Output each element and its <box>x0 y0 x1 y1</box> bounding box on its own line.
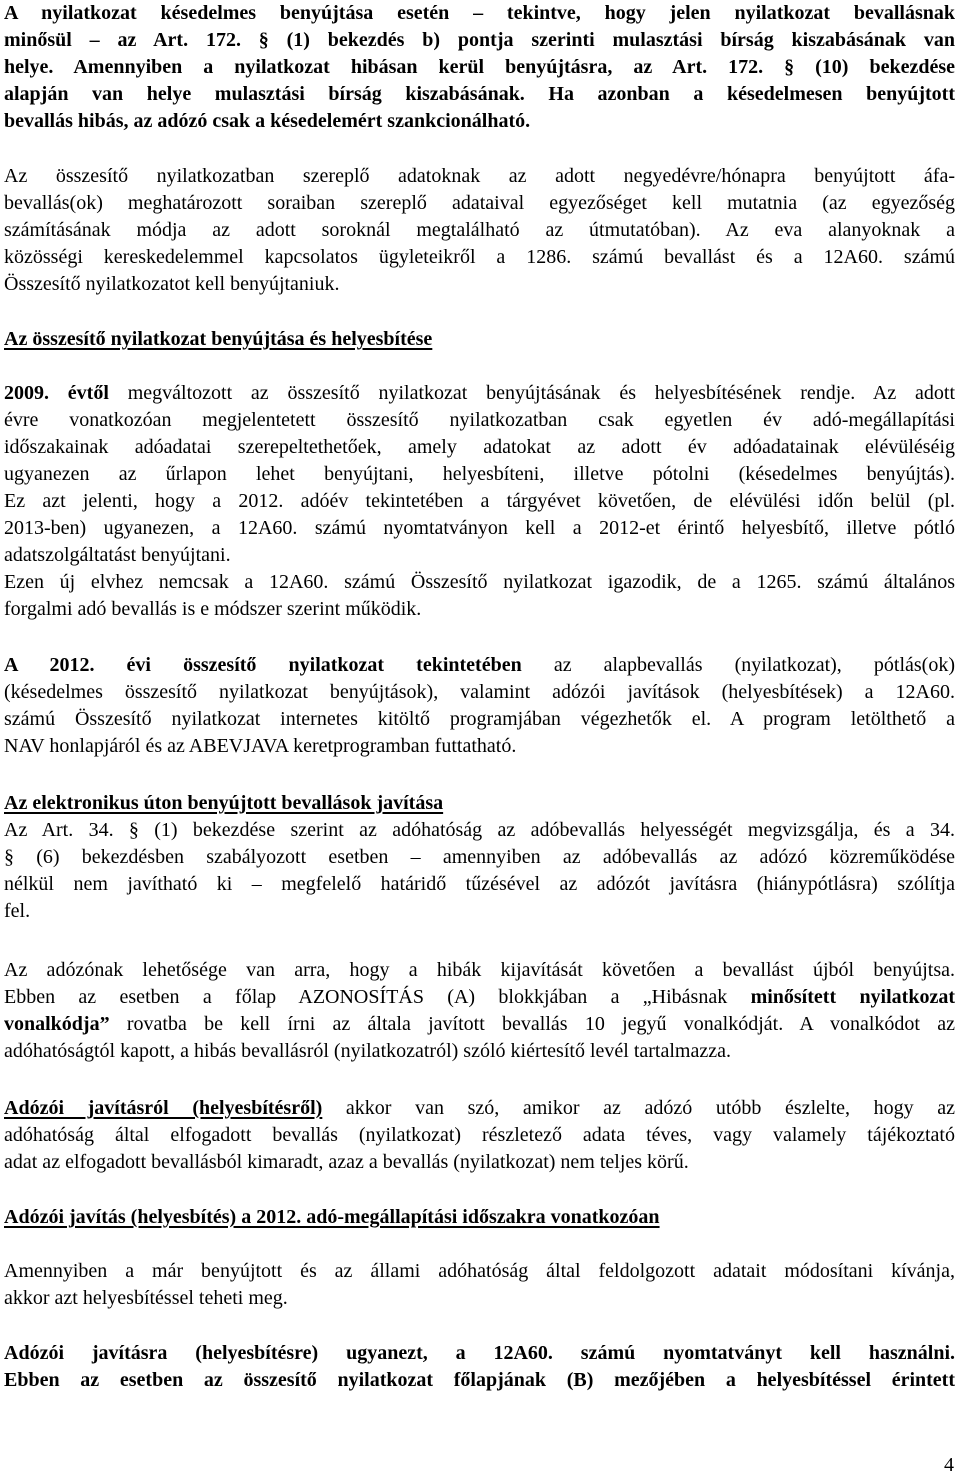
text-line: bevallás hibás, az adózó csak a késedelemért szankcionálható. <box>4 110 531 132</box>
paragraph-consistency <box>4 163 955 298</box>
text-line: Adózói javításra (helyesbítésre) ugyanezt, a 12A60. számú nyomtatványt kell használni. <box>4 1342 955 1364</box>
text-line: fel. <box>4 900 31 922</box>
text-line: (késedelmes összesítő nyilatkozat benyújtások), valamint adózói javítások (helyesbítések) a 12A60. <box>4 681 955 703</box>
text-line: Az összesítő nyilatkozatban szereplő adatoknak az adott negyedévre/hónapra benyújtott áfa- <box>4 165 955 187</box>
text-span: Ebben az esetben a főlap AZONOSÍTÁS (A) blokkjában a „Hibásnak <box>4 986 751 1008</box>
section-heading: Adózói javítás (helyesbítés) a 2012. adó-megállapítási időszakra vonatkozóan <box>4 1206 660 1228</box>
paragraph-2012-declaration <box>4 652 955 760</box>
heading-2012-correction <box>4 1204 955 1231</box>
text-line: minősül – az Art. 172. § (1) bekezdés b) pontja szerinti mulasztási bírság kiszabásának van <box>4 29 955 51</box>
text-line: 2013-ben) ugyanezen, a 12A60. számú nyomtatványon kell a 2012-et érintő helyesbítő, illetve pótló <box>4 517 955 539</box>
text-line: Az Art. 34. § (1) bekezdése szerint az adóhatóság az adóbevallás helyességét megvizsgálja, és a 34. <box>4 819 955 841</box>
text-line: Az adózónak lehetősége van arra, hogy a hibák kijavítását követően a bevallást újból benyújtsa. <box>4 959 955 981</box>
text-line: forgalmi adó bevallás is e módszer szerint működik. <box>4 598 422 620</box>
text-line: számításának módja az adott soroknál megtalálható az útmutatóban). Az eva alanyoknak a <box>4 219 955 241</box>
text-line: közösségi kereskedelemmel kapcsolatos ügyleteikről a 1286. számú bevallást és a 12A60. számú <box>4 246 955 268</box>
text-line: akkor azt helyesbítéssel teheti meg. <box>4 1287 288 1309</box>
text-line: alapján van helye mulasztási bírság kiszabásának. Ha azonban a késedelmesen benyújtott <box>4 83 955 105</box>
text-line: NAV honlapjáról és az ABEVJAVA keretprogramban futtatható. <box>4 735 517 757</box>
text-line: Ebben az esetben az összesítő nyilatkozat főlapjának (B) mezőjében a helyesbítéssel érintett <box>4 1369 955 1391</box>
text-line: Amennyiben a már benyújtott és az állami adóhatóság által feldolgozott adatait módosítani kívánja, <box>4 1260 955 1282</box>
text-line: ugyanezen az űrlapon lehet benyújtani, helyesbíteni, illetve pótolni (késedelmes benyújtás). <box>4 463 955 485</box>
text-line <box>4 1011 955 1038</box>
text-line: bevallás(ok) meghatározott soraiban szereplő adataival egyezőséget kell mutatnia (az egyezőség <box>4 192 955 214</box>
text-line: időszakainak adóadatai szerepeltethetőek, amely adatokat az adott év adóadatainak elévüléséig <box>4 436 955 458</box>
text-line: számú Összesítő nyilatkozat internetes kitöltő programjában végezhetők el. A program letölthető a <box>4 708 955 730</box>
paragraph-modification <box>4 1258 955 1312</box>
text-line <box>4 1095 955 1122</box>
text-span: az alapbevallás (nyilatkozat), pótlás(ok) <box>521 654 955 676</box>
heading-submission-correction <box>4 326 955 353</box>
bold-phrase: 2009. évtől <box>4 382 109 404</box>
text-line: Ezen új elvhez nemcsak a 12A60. számú Összesítő nyilatkozat igazodik, de a 1265. számú általános <box>4 571 955 593</box>
bold-phrase: nyilatkozat tekintetében <box>288 654 522 676</box>
text-line: Összesítő nyilatkozatot kell benyújtaniuk. <box>4 273 340 295</box>
text-line: § (6) bekezdésben szabályozott esetben – amennyiben az adóbevallás az adózó közreműködése <box>4 846 955 868</box>
text-line <box>4 380 955 407</box>
paragraph-taxpayer-correction <box>4 1095 955 1176</box>
section-heading: Az elektronikus úton benyújtott bevallások javítása <box>4 792 444 814</box>
bold-phrase: minősített nyilatkozat <box>750 986 955 1008</box>
bold-phrase: évi összesítő <box>94 654 289 676</box>
heading-electronic-correction <box>4 790 955 817</box>
section-heading: Az összesítő nyilatkozat benyújtása és helyesbítése <box>4 328 433 350</box>
text-line: adatszolgáltatást benyújtani. <box>4 544 231 566</box>
paragraph-art34 <box>4 817 955 925</box>
paragraph-2009-rules <box>4 380 955 623</box>
text-line: nélkül nem javítható ki – megfelelő határidő tűzésével az adózót javításra (hiánypótlásra) szólítja <box>4 873 955 895</box>
paragraph-late-submission <box>4 0 955 135</box>
bold-phrase: A 2012. <box>4 654 95 676</box>
text-span: rovatba be kell írni az általa javított bevallás 10 jegyű vonalkódját. A vonalkódot az <box>109 1013 955 1035</box>
text-span: akkor van szó, amikor az adózó utóbb észlelte, hogy az <box>322 1097 955 1119</box>
text-line: A nyilatkozat késedelmes benyújtása esetén – tekintve, hogy jelen nyilatkozat bevallásnak <box>4 2 955 24</box>
page-number: 4 <box>944 1454 954 1476</box>
text-span: megváltozott az összesítő nyilatkozat benyújtásának és helyesbítésének rendje. Az adott <box>108 382 956 404</box>
text-line <box>4 984 955 1011</box>
text-line: Ez azt jelenti, hogy a 2012. adóév tekintetében a tárgyévet követően, de elévülési időn belül (pl. <box>4 490 955 512</box>
text-line: helye. Amennyiben a nyilatkozat hibásan kerül benyújtásra, az Art. 172. § (10) bekezdése <box>4 56 955 78</box>
text-line: adat az elfogadott bevallásból kimaradt, azaz a bevallás (nyilatkozat) nem teljes körű. <box>4 1151 689 1173</box>
text-line <box>4 652 955 679</box>
text-line: adóhatóság által elfogadott bevallás (nyilatkozat) részletező adata téves, vagy valamely tájékoztató <box>4 1124 955 1146</box>
text-line: évre vonatkozóan megjelentetett összesítő nyilatkozatban csak egyetlen év adó-megállapítási <box>4 409 955 431</box>
bold-phrase: vonalkódja” <box>4 1013 110 1035</box>
paragraph-form-usage <box>4 1340 955 1394</box>
text-line: adóhatóságtól kapott, a hibás bevallásról (nyilatkozatról) szóló kiértesítő levél tartalmazza. <box>4 1040 731 1062</box>
paragraph-resubmission <box>4 957 955 1065</box>
bold-phrase: Adózói javításról (helyesbítésről) <box>4 1097 323 1119</box>
